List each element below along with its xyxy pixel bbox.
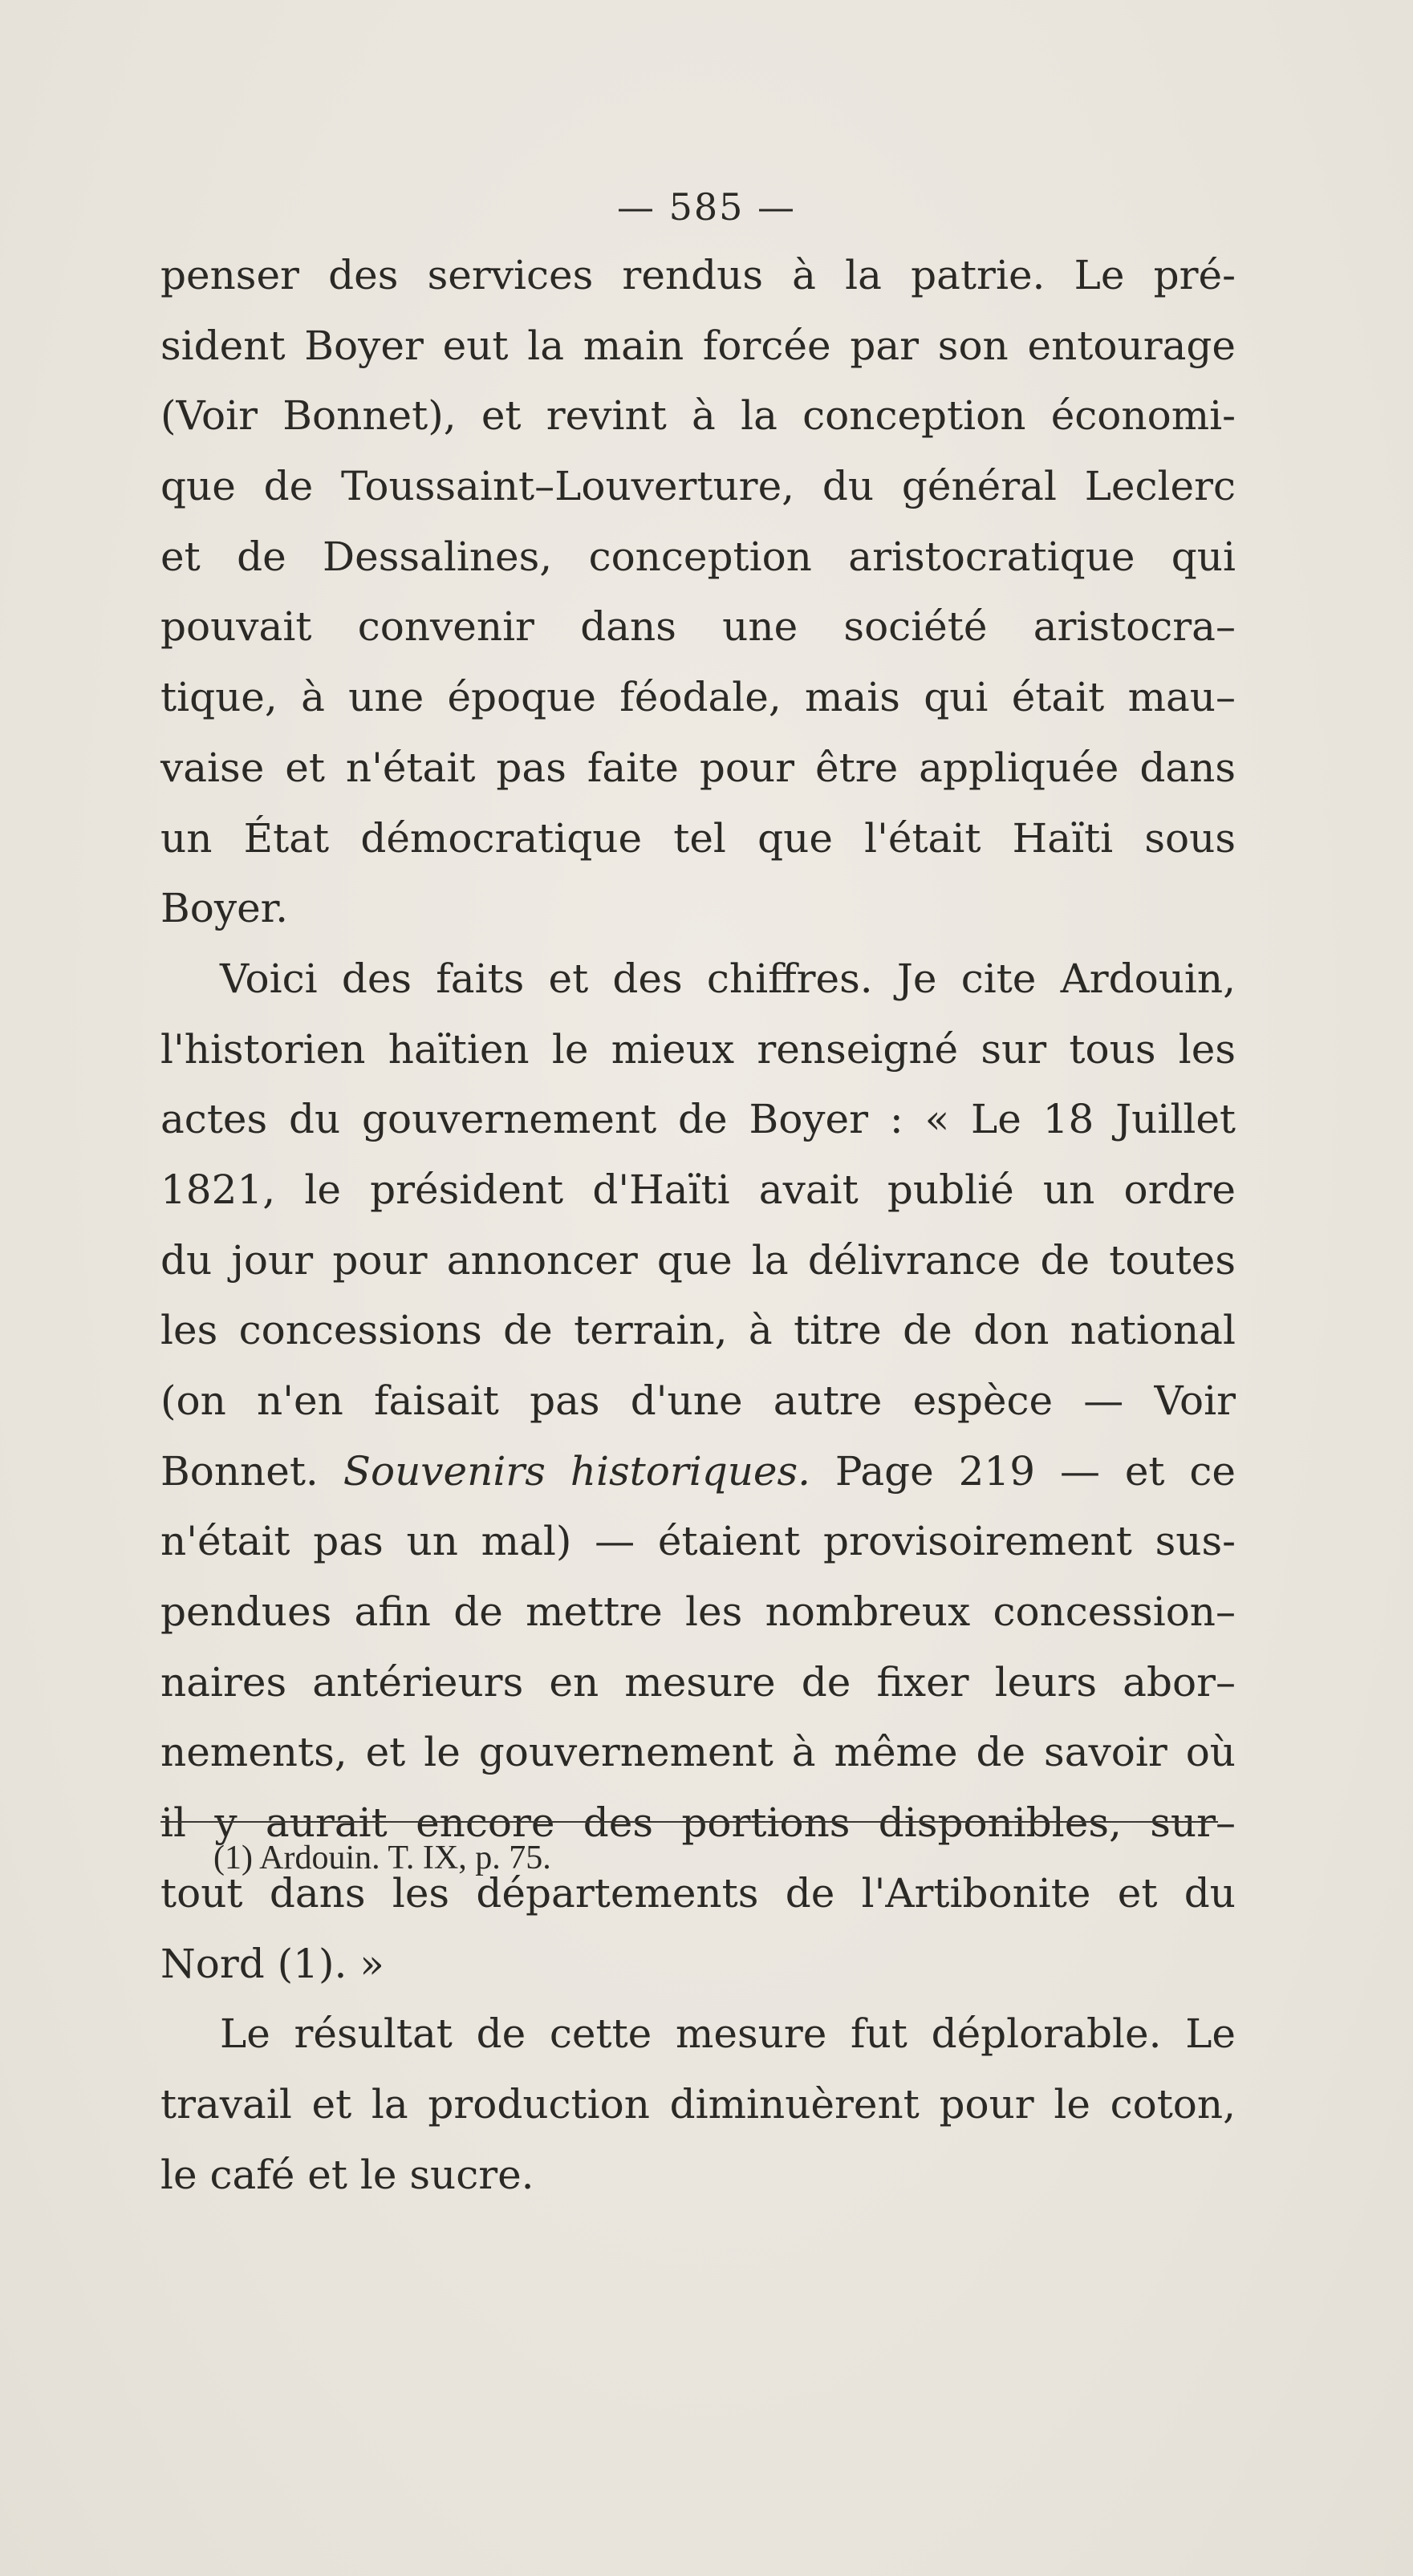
text-line: sident Boyer eut la main forcée par son entourage (160, 322, 1236, 369)
text-line: le café et le sucre. (160, 2151, 534, 2198)
text-line: les concessions de terrain, à titre de don national (160, 1307, 1236, 1354)
book-title: Souvenirs historiques. (343, 1447, 811, 1495)
text-line: 1821, le président d'Haïti avait publié un ordre (160, 1166, 1236, 1213)
text-line: nements, et le gouvernement à même de savoir où (160, 1729, 1236, 1776)
text-segment: Page 219 — et ce (810, 1447, 1236, 1495)
text-line: tique, à une époque féodale, mais qui était mau– (160, 674, 1236, 721)
footnote-rule (160, 1821, 1218, 1823)
text-line: et de Dessalines, conception aristocratique qui (160, 533, 1236, 580)
text-line: penser des services rendus à la patrie. Le pré- (160, 252, 1236, 298)
text-line: Boyer. (160, 885, 288, 932)
text-line: (on n'en faisait pas d'une autre espèce — Voir (160, 1377, 1236, 1424)
text-line: pouvait convenir dans une société aristocra– (160, 603, 1236, 651)
text-line: n'était pas un mal) — étaient provisoirement sus- (160, 1518, 1236, 1565)
text-line: Voici des faits et des chiffres. Je cite Ardouin, (220, 955, 1236, 1002)
text-line: travail et la production diminuèrent pour le coton, (160, 2080, 1236, 2128)
text-line: tout dans les départements de l'Artibonite et du (160, 1869, 1236, 1917)
text-line: naires antérieurs en mesure de fixer leurs abor– (160, 1658, 1236, 1706)
text-line: l'historien haïtien le mieux renseigné sur tous les (160, 1025, 1236, 1073)
text-line: il y aurait encore des portions disponibles, sur– (160, 1799, 1236, 1847)
text-line: un État démocratique tel que l'était Haïti sous (160, 814, 1236, 862)
text-line: Nord (1). » (160, 1940, 384, 1987)
text-line: pendues afin de mettre les nombreux concession– (160, 1588, 1236, 1636)
footnote: (1) Ardouin. T. IX, p. 75. (213, 1840, 551, 1876)
text-line: Le résultat de cette mesure fut déplorable. Le (220, 2010, 1236, 2058)
text-line: du jour pour annoncer que la délivrance de toutes (160, 1236, 1236, 1284)
text-segment: Bonnet. (160, 1447, 343, 1495)
text-line: actes du gouvernement de Boyer : « Le 18 Juillet (160, 1096, 1236, 1143)
text-line (160, 1437, 1236, 1507)
page-number: — 585 — (616, 185, 797, 229)
body-text (160, 241, 1236, 2210)
text-line: que de Toussaint–Louverture, du général Leclerc (160, 463, 1236, 510)
text-line: vaise et n'était pas faite pour être appliquée dans (160, 744, 1236, 791)
text-line: (Voir Bonnet), et revint à la conception économi- (160, 392, 1236, 440)
